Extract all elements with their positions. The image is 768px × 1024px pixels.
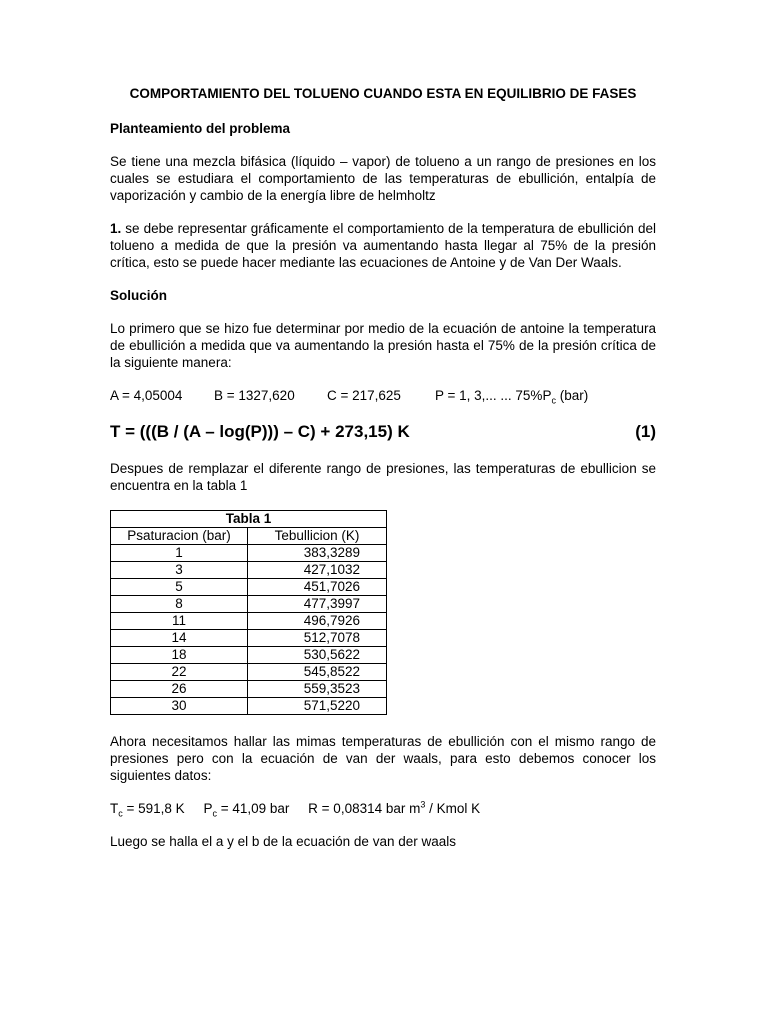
section-heading-solucion: Solución — [110, 288, 167, 303]
table-row — [111, 579, 387, 596]
pressure-cell: 8 — [111, 596, 248, 613]
temperature-cell: 496,7926 — [248, 613, 387, 630]
document-content — [110, 86, 656, 866]
temperature-cell: 571,5220 — [248, 698, 387, 715]
equation-expression: T = (((B / (A – log(P))) – C) + 273,15) K — [110, 422, 410, 441]
table-row — [111, 596, 387, 613]
gas-constant: R = 0,08314 bar $m^3$ / Kmol K — [308, 799, 481, 816]
pressure-cell: 5 — [111, 579, 248, 596]
table-header-temperature: Tebullicion (K) — [248, 528, 387, 545]
constant-c: C = 217,625 — [327, 388, 401, 403]
pressure-cell: 26 — [111, 681, 248, 698]
table-row — [111, 681, 387, 698]
paragraph-van-der-waals-intro: Ahora necesitamos hallar las mimas temperaturas de ebullición con el mismo rango de presiones pero con la ecuación de van der waals, para esto debemos conocer los siguientes datos: — [110, 734, 656, 783]
pressure-cell: 3 — [111, 562, 248, 579]
paragraph-table-intro: Despues de remplazar el diferente rango de presiones, las temperaturas de ebullicion se encuentra en la tabla 1 — [110, 461, 656, 493]
table-caption: Tabla 1 — [111, 511, 387, 528]
table-row — [111, 562, 387, 579]
paragraph-item-1 — [110, 220, 656, 271]
temperature-cell: 559,3523 — [248, 681, 387, 698]
table-row — [111, 613, 387, 630]
table-row — [111, 664, 387, 681]
equation-number: (1) — [635, 422, 656, 441]
table-row — [111, 698, 387, 715]
pressure-cell: 11 — [111, 613, 248, 630]
constant-a: A = 4,05004 — [110, 388, 183, 403]
item-number: 1. — [110, 221, 122, 236]
table-body — [111, 545, 387, 715]
pressure-cell: 18 — [111, 647, 248, 664]
temperature-cell: 545,8522 — [248, 664, 387, 681]
temperature-cell: 530,5622 — [248, 647, 387, 664]
section-heading-planteamiento: Planteamiento del problema — [110, 121, 291, 136]
pressure-cell: 14 — [111, 630, 248, 647]
antoine-equation — [110, 422, 656, 442]
temperature-cell: 477,3997 — [248, 596, 387, 613]
critical-temperature: $T_c = 591,8$ K — [110, 801, 185, 819]
paragraph-van-der-waals-constants: Luego se halla el a y el b de la ecuación de van der waals — [110, 834, 456, 849]
temperature-cell: 383,3289 — [248, 545, 387, 562]
paragraph-antoine-intro: Lo primero que se hizo fue determinar por medio de la ecuación de antoine la temperatura de ebullición a medida que va aumentando la presión hasta el 75% de la presión crítica de la siguiente manera: — [110, 321, 656, 370]
constant-b: B = 1327,620 — [214, 388, 295, 403]
temperature-cell: 427,1032 — [248, 562, 387, 579]
item-text: se debe representar gráficamente el comportamiento de la temperatura de ebullición del tolueno a medida de que la presión va aumentando hasta llegar al 75% de la presión crítica, esto se puede hacer mediante las ecuaciones de Antoine y de Van Der Waals. — [110, 221, 656, 270]
temperature-cell: 512,7078 — [248, 630, 387, 647]
document-title: COMPORTAMIENTO DEL TOLUENO CUANDO ESTA EN EQUILIBRIO DE FASES — [129, 86, 637, 101]
table-row — [111, 630, 387, 647]
pressure-range: P = 1, 3,... ... $75\%P_c$ (bar) — [435, 388, 589, 406]
critical-pressure: $P_c = 41,09$ bar — [203, 801, 290, 819]
antoine-constants — [110, 387, 656, 404]
table-row — [111, 545, 387, 562]
pressure-cell: 1 — [111, 545, 248, 562]
boiling-temperature-table — [110, 510, 387, 715]
temperature-cell: 451,7026 — [248, 579, 387, 596]
pressure-cell: 30 — [111, 698, 248, 715]
table-row — [111, 647, 387, 664]
critical-data — [110, 800, 656, 817]
pressure-cell: 22 — [111, 664, 248, 681]
paragraph-problem-statement: Se tiene una mezcla bifásica (líquido – vapor) de tolueno a un rango de presiones en los cuales se estudiara el comportamiento de las temperaturas de ebullición, entalpía de vaporización y cambio de la energía libre de helmholtz — [110, 154, 656, 203]
table-header-pressure: Psaturacion (bar) — [111, 528, 248, 545]
